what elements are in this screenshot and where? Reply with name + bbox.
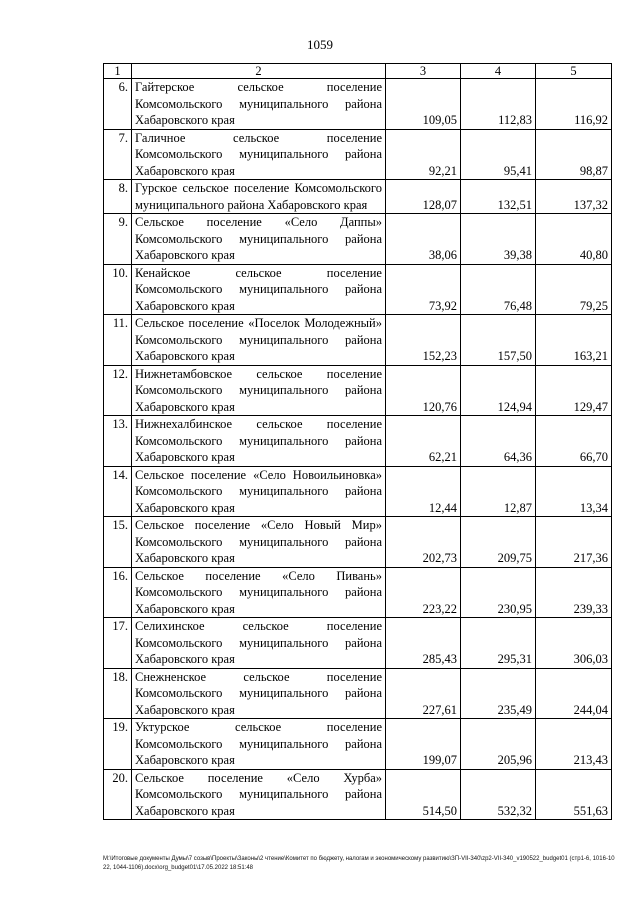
table-row	[104, 517, 612, 568]
row-index: 10.	[104, 264, 132, 315]
value-col5: 306,03	[536, 618, 612, 669]
table-row	[104, 416, 612, 467]
value-col5: 244,04	[536, 668, 612, 719]
table-row	[104, 264, 612, 315]
settlement-name: Селихинское сельское поселение Комсомольского муниципального района Хабаровского края	[132, 618, 386, 669]
value-col4: 532,32	[461, 769, 536, 820]
value-col4: 235,49	[461, 668, 536, 719]
value-col5: 40,80	[536, 214, 612, 265]
value-col4: 12,87	[461, 466, 536, 517]
value-col3: 128,07	[386, 180, 461, 214]
value-col4: 230,95	[461, 567, 536, 618]
table-row	[104, 719, 612, 770]
row-index: 7.	[104, 129, 132, 180]
table-header-row	[104, 64, 612, 79]
value-col3: 514,50	[386, 769, 461, 820]
settlement-name: Сельское поселение «Село Новый Мир» Комсомольского муниципального района Хабаровского края	[132, 517, 386, 568]
settlement-name: Уктурское сельское поселение Комсомольского муниципального района Хабаровского края	[132, 719, 386, 770]
table-row	[104, 129, 612, 180]
settlement-name: Сельское поселение «Село Новоильиновка» Комсомольского муниципального района Хабаровского края	[132, 466, 386, 517]
value-col4: 112,83	[461, 79, 536, 130]
value-col3: 92,21	[386, 129, 461, 180]
value-col5: 98,87	[536, 129, 612, 180]
table-row	[104, 618, 612, 669]
value-col4: 124,94	[461, 365, 536, 416]
value-col4: 76,48	[461, 264, 536, 315]
row-index: 19.	[104, 719, 132, 770]
row-index: 11.	[104, 315, 132, 366]
row-index: 18.	[104, 668, 132, 719]
value-col3: 223,22	[386, 567, 461, 618]
settlement-name: Нижнетамбовское сельское поселение Комсомольского муниципального района Хабаровского края	[132, 365, 386, 416]
table-row	[104, 214, 612, 265]
value-col5: 13,34	[536, 466, 612, 517]
value-col4: 64,36	[461, 416, 536, 467]
row-index: 12.	[104, 365, 132, 416]
table-row	[104, 668, 612, 719]
row-index: 17.	[104, 618, 132, 669]
row-index: 9.	[104, 214, 132, 265]
value-col5: 217,36	[536, 517, 612, 568]
value-col4: 157,50	[461, 315, 536, 366]
value-col3: 12,44	[386, 466, 461, 517]
value-col3: 285,43	[386, 618, 461, 669]
row-index: 20.	[104, 769, 132, 820]
value-col3: 73,92	[386, 264, 461, 315]
value-col5: 129,47	[536, 365, 612, 416]
value-col3: 120,76	[386, 365, 461, 416]
value-col3: 109,05	[386, 79, 461, 130]
value-col3: 38,06	[386, 214, 461, 265]
value-col4: 209,75	[461, 517, 536, 568]
settlement-name: Гайтерское сельское поселение Комсомольского муниципального района Хабаровского края	[132, 79, 386, 130]
value-col4: 95,41	[461, 129, 536, 180]
value-col5: 66,70	[536, 416, 612, 467]
settlement-name: Галичное сельское поселение Комсомольского муниципального района Хабаровского края	[132, 129, 386, 180]
value-col5: 239,33	[536, 567, 612, 618]
settlement-name: Сельское поселение «Село Пивань» Комсомольского муниципального района Хабаровского края	[132, 567, 386, 618]
value-col5: 163,21	[536, 315, 612, 366]
row-index: 6.	[104, 79, 132, 130]
row-index: 15.	[104, 517, 132, 568]
settlement-name: Нижнехалбинское сельское поселение Комсомольского муниципального района Хабаровского края	[132, 416, 386, 467]
table-row	[104, 466, 612, 517]
value-col3: 152,23	[386, 315, 461, 366]
table-row	[104, 769, 612, 820]
budget-table-body	[104, 64, 612, 820]
row-index: 8.	[104, 180, 132, 214]
value-col4: 205,96	[461, 719, 536, 770]
table-row	[104, 180, 612, 214]
row-index: 14.	[104, 466, 132, 517]
header-cell: 5	[536, 64, 612, 79]
value-col4: 132,51	[461, 180, 536, 214]
settlement-name: Сельское поселение «Село Хурба» Комсомольского муниципального района Хабаровского края	[132, 769, 386, 820]
value-col3: 199,07	[386, 719, 461, 770]
value-col3: 202,73	[386, 517, 461, 568]
value-col5: 116,92	[536, 79, 612, 130]
table-row	[104, 567, 612, 618]
settlement-name: Сельское поселение «Село Даппы» Комсомольского муниципального района Хабаровского края	[132, 214, 386, 265]
value-col4: 295,31	[461, 618, 536, 669]
table-row	[104, 365, 612, 416]
header-cell: 1	[104, 64, 132, 79]
value-col5: 79,25	[536, 264, 612, 315]
value-col5: 213,43	[536, 719, 612, 770]
value-col5: 137,32	[536, 180, 612, 214]
value-col3: 227,61	[386, 668, 461, 719]
header-cell: 4	[461, 64, 536, 79]
header-cell: 3	[386, 64, 461, 79]
table-row	[104, 315, 612, 366]
header-cell: 2	[132, 64, 386, 79]
budget-table	[103, 63, 612, 820]
page-number: 1059	[307, 37, 333, 52]
row-index: 16.	[104, 567, 132, 618]
settlement-name: Гурское сельское поселение Комсомольского муниципального района Хабаровского края	[132, 180, 386, 214]
table-row	[104, 79, 612, 130]
value-col5: 551,63	[536, 769, 612, 820]
row-index: 13.	[104, 416, 132, 467]
settlement-name: Сельское поселение «Поселок Молодежный» Комсомольского муниципального района Хабаровского края	[132, 315, 386, 366]
file-path-footer: M:\Итоговые документы Думы\7 созыв\Проекты\Законы\2 чтение\Комитет по бюджету, налогам и экономическому развитию\ЗП-VII-340\zp2-VII-340_v190522_budget01 (стр1-6, 1016-1022, 1044-1106).docx\org_budget01\17.05.2022 18:51:48	[103, 856, 615, 871]
value-col4: 39,38	[461, 214, 536, 265]
settlement-name: Кенайское сельское поселение Комсомольского муниципального района Хабаровского края	[132, 264, 386, 315]
settlement-name: Снежненское сельское поселение Комсомольского муниципального района Хабаровского края	[132, 668, 386, 719]
value-col3: 62,21	[386, 416, 461, 467]
